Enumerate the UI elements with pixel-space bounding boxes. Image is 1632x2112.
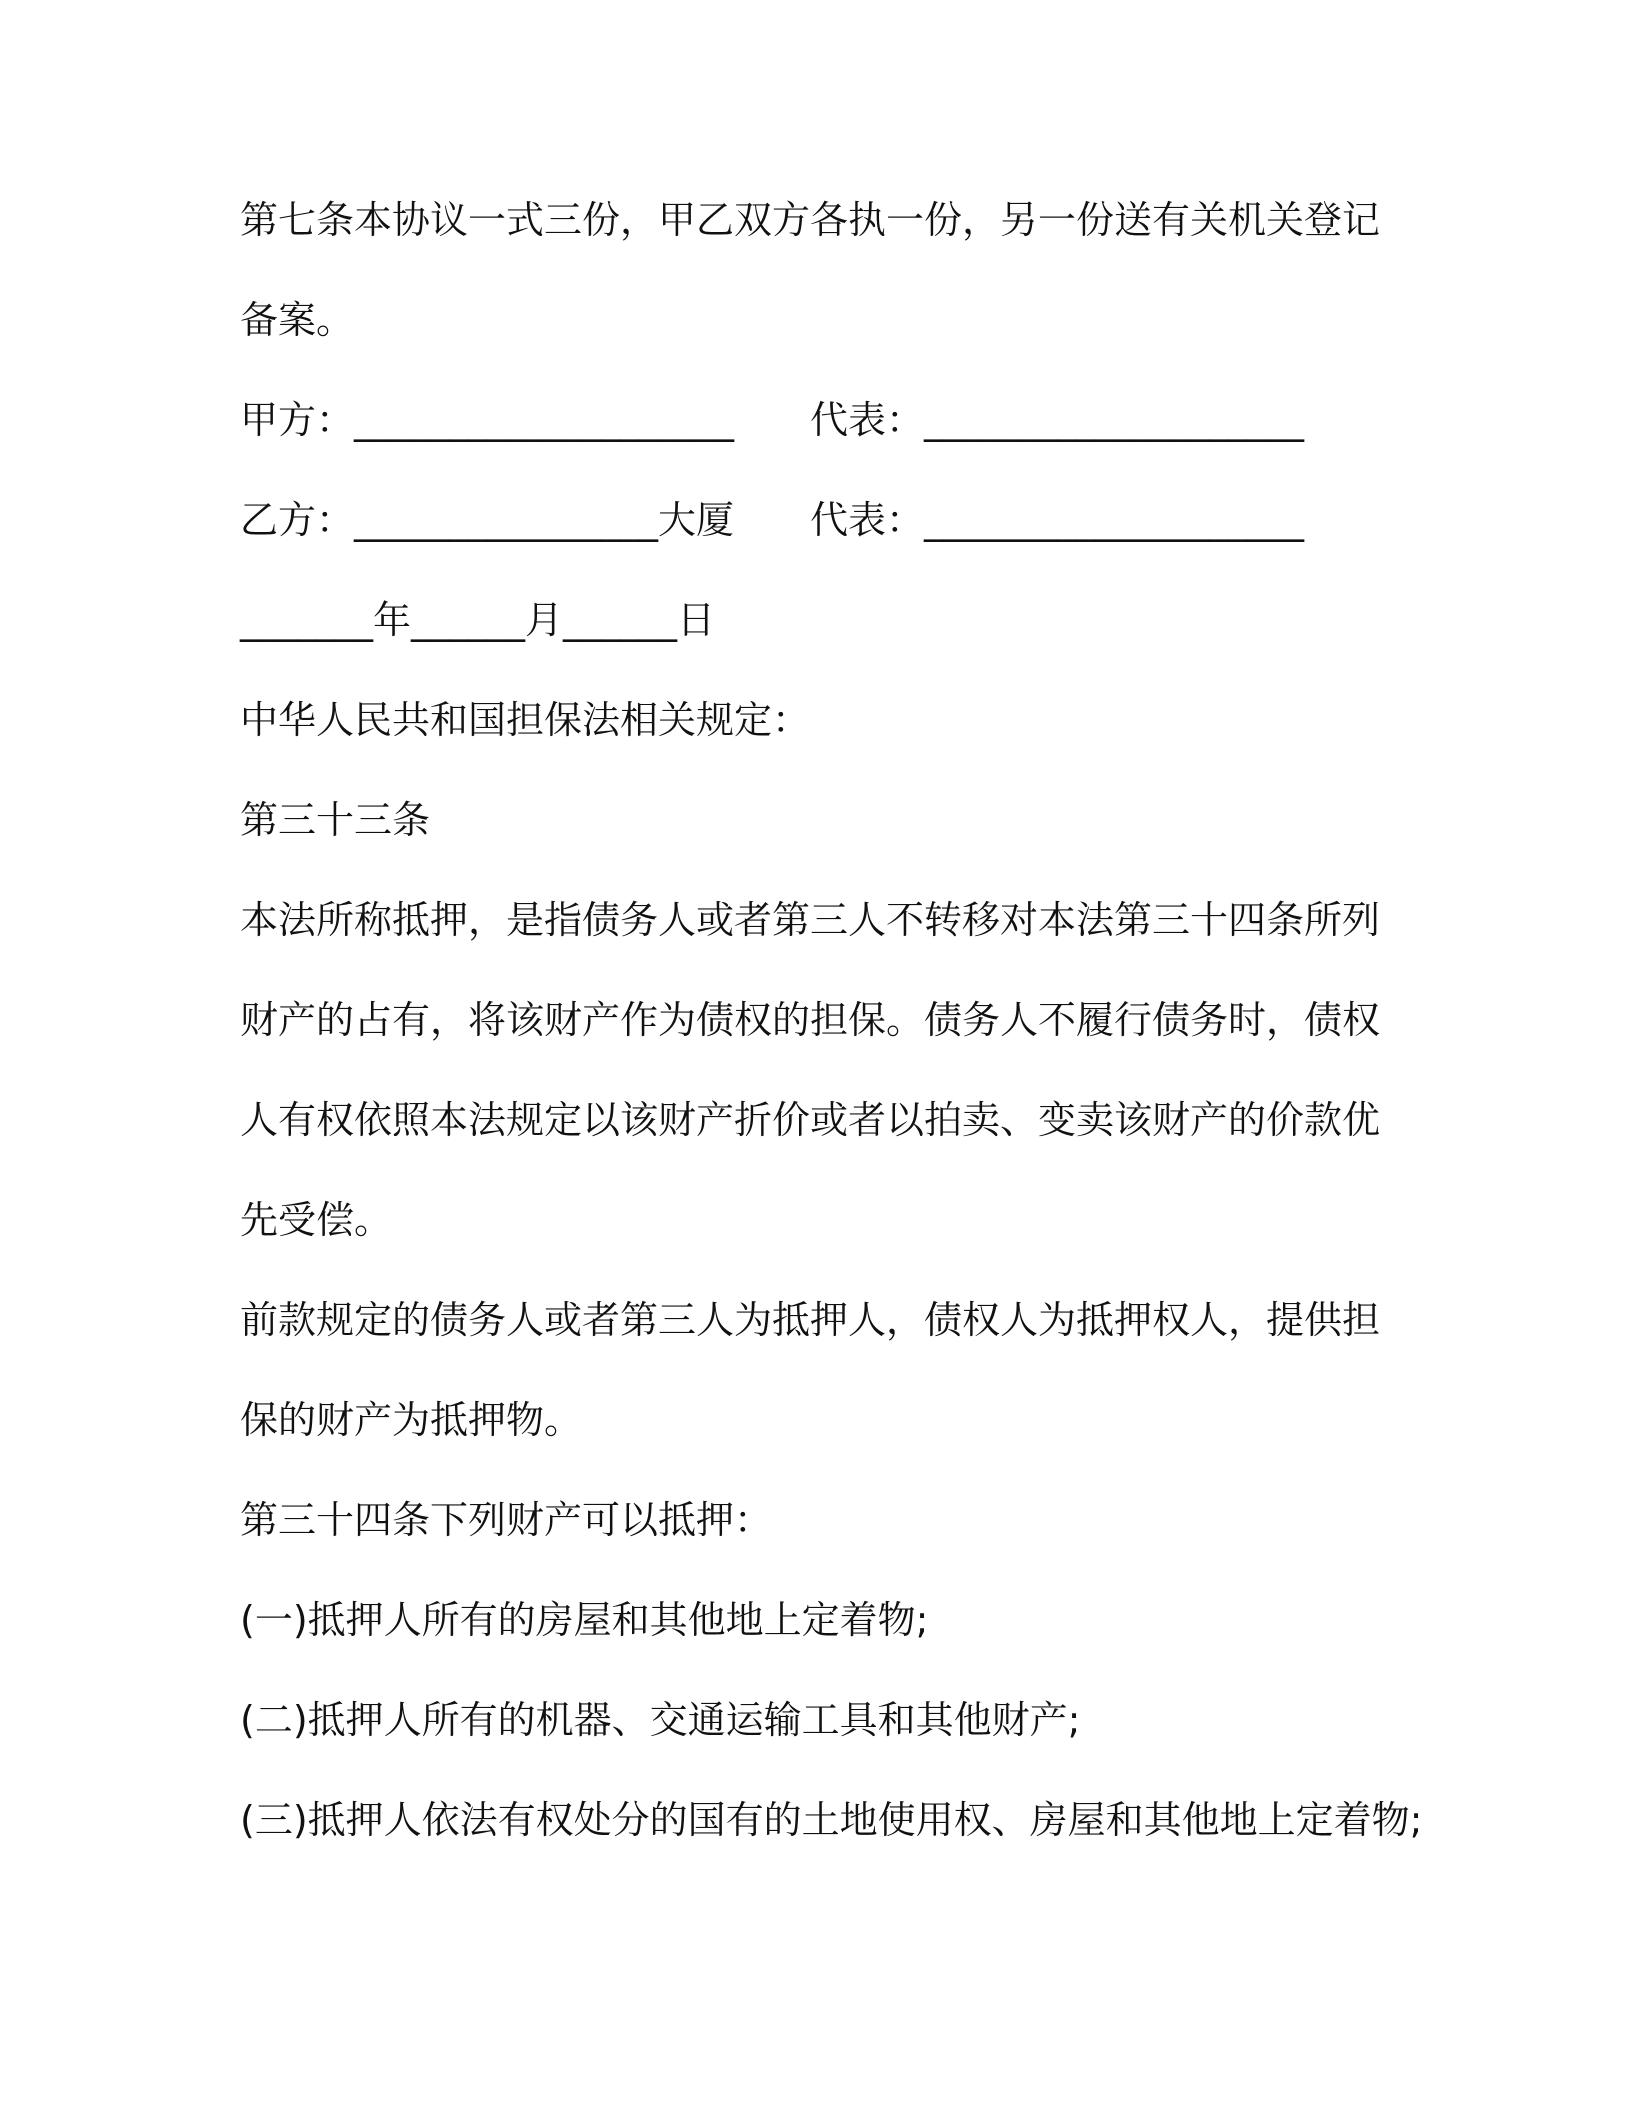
party-b-line: 乙方：________________大厦 (240, 498, 735, 542)
article33-para1-line1: 本法所称抵押，是指债务人或者第三人不转移对本法第三十四条所列 (240, 898, 1381, 942)
party-a-line: 甲方：____________________ (240, 398, 735, 442)
article33-para2-line1: 前款规定的债务人或者第三人为抵押人，债权人为抵押权人，提供担 (240, 1298, 1381, 1342)
article33-para1-line2: 财产的占有，将该财产作为债权的担保。债务人不履行债务时，债权 (240, 998, 1381, 1042)
article34-item2: (二)抵押人所有的机器、交通运输工具和其他财产; (240, 1698, 1081, 1742)
law-heading: 中华人民共和国担保法相关规定： (240, 698, 811, 742)
article34-item1: (一)抵押人所有的房屋和其他地上定着物; (240, 1598, 929, 1642)
article33-title: 第三十三条 (240, 798, 431, 842)
article34-title: 第三十四条下列财产可以抵押： (240, 1498, 773, 1542)
party-a-representative-line: 代表：____________________ (810, 398, 1305, 442)
date-line: _______年______月______日 (240, 598, 716, 642)
article7-line1: 第七条本协议一式三份，甲乙双方各执一份，另一份送有关机关登记 (240, 198, 1381, 242)
party-b-representative-line: 代表：____________________ (810, 498, 1305, 542)
article33-para1-line3: 人有权依照本法规定以该财产折价或者以拍卖、变卖该财产的价款优 (240, 1098, 1381, 1142)
article33-para1-line4: 先受偿。 (240, 1198, 393, 1242)
article33-para2-line2: 保的财产为抵押物。 (240, 1398, 583, 1442)
article7-line2: 备案。 (240, 298, 355, 342)
article34-item3: (三)抵押人依法有权处分的国有的土地使用权、房屋和其他地上定着物; (240, 1798, 1423, 1842)
